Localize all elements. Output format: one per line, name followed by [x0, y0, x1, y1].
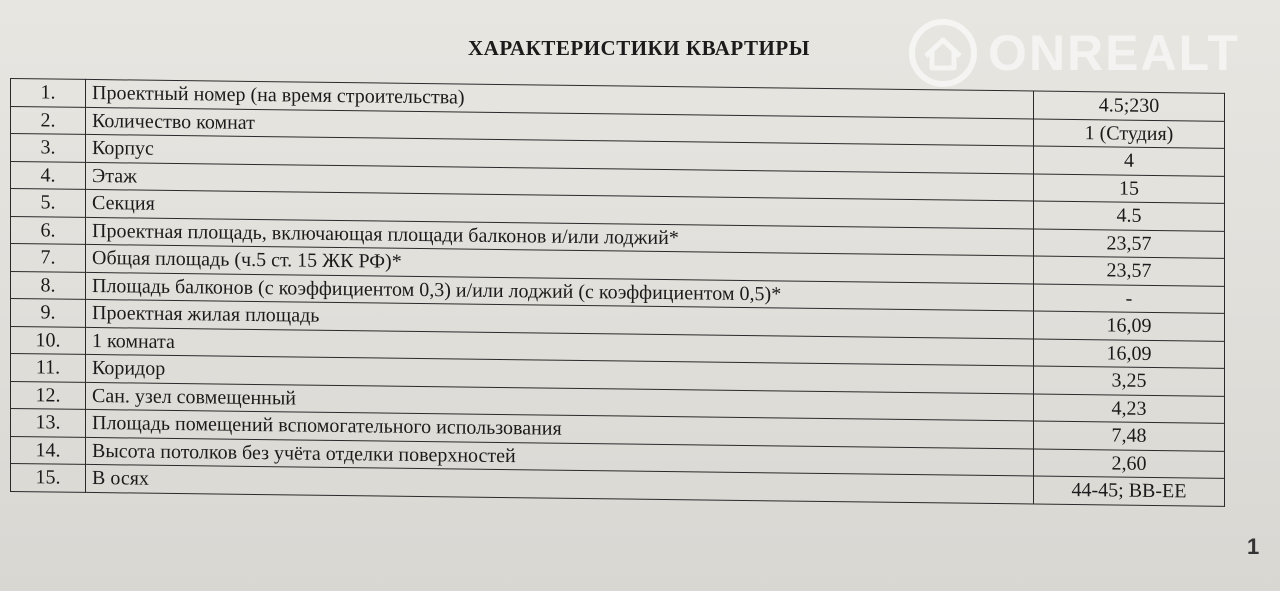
row-number: 8. — [11, 271, 86, 299]
page-number: 1 — [1247, 534, 1260, 559]
row-value: 4,23 — [1034, 394, 1225, 424]
row-label: Общая площадь (ч.5 ст. 15 ЖК РФ)* — [86, 244, 1034, 283]
row-label: Проектная площадь, включающая площади балконов и/или лоджий* — [86, 217, 1034, 256]
row-value: 2,60 — [1034, 449, 1225, 479]
row-value: 23,57 — [1034, 229, 1225, 259]
row-value: 23,57 — [1034, 256, 1225, 286]
row-value: 7,48 — [1034, 421, 1225, 451]
row-number: 1. — [11, 79, 86, 107]
row-label: Количество комнат — [86, 107, 1034, 146]
row-number: 9. — [11, 299, 86, 327]
row-label: Площадь помещений вспомогательного использования — [86, 409, 1034, 448]
watermark-text: ONREALT — [988, 25, 1240, 81]
row-value: 44-45; ВВ-ЕЕ — [1034, 476, 1225, 506]
row-value: 4 — [1034, 146, 1225, 176]
row-label: Корпус — [86, 134, 1034, 173]
row-value: 16,09 — [1034, 311, 1225, 341]
row-number: 13. — [11, 409, 86, 437]
row-value: 3,25 — [1034, 366, 1225, 396]
row-label: Этаж — [86, 162, 1034, 201]
document-title: ХАРАКТЕРИСТИКИ КВАРТИРЫ — [468, 36, 810, 60]
house-logo-icon — [908, 18, 978, 88]
row-number: 3. — [11, 134, 86, 162]
row-label: Проектная жилая площадь — [86, 299, 1034, 338]
row-label: 1 комната — [86, 327, 1034, 366]
row-value: 4.5;230 — [1034, 91, 1225, 121]
row-value: 15 — [1034, 174, 1225, 204]
row-number: 2. — [11, 106, 86, 134]
row-label: Проектный номер (на время строительства) — [86, 79, 1034, 118]
row-number: 11. — [11, 354, 86, 382]
row-label: Сан. узел совмещенный — [86, 382, 1034, 421]
row-number: 12. — [11, 381, 86, 409]
row-label: Площадь балконов (с коэффициентом 0,3) и/или лоджий (с коэффициентом 0,5)* — [86, 272, 1034, 311]
row-number: 14. — [11, 436, 86, 464]
row-number: 6. — [11, 216, 86, 244]
row-number: 5. — [11, 189, 86, 217]
row-number: 15. — [11, 464, 86, 492]
row-label: Высота потолков без учёта отделки поверхностей — [86, 437, 1034, 476]
specs-table-body — [11, 79, 1225, 506]
row-value: 1 (Студия) — [1034, 119, 1225, 149]
row-value: 4.5 — [1034, 201, 1225, 231]
apartment-specs-table — [10, 78, 1225, 506]
row-value: - — [1034, 284, 1225, 314]
row-number: 4. — [11, 161, 86, 189]
row-number: 10. — [11, 326, 86, 354]
row-value: 16,09 — [1034, 339, 1225, 369]
row-label: Коридор — [86, 354, 1034, 393]
row-number: 7. — [11, 244, 86, 272]
row-label: Секция — [86, 189, 1034, 228]
watermark — [908, 18, 1240, 88]
row-label: В осях — [86, 464, 1034, 503]
